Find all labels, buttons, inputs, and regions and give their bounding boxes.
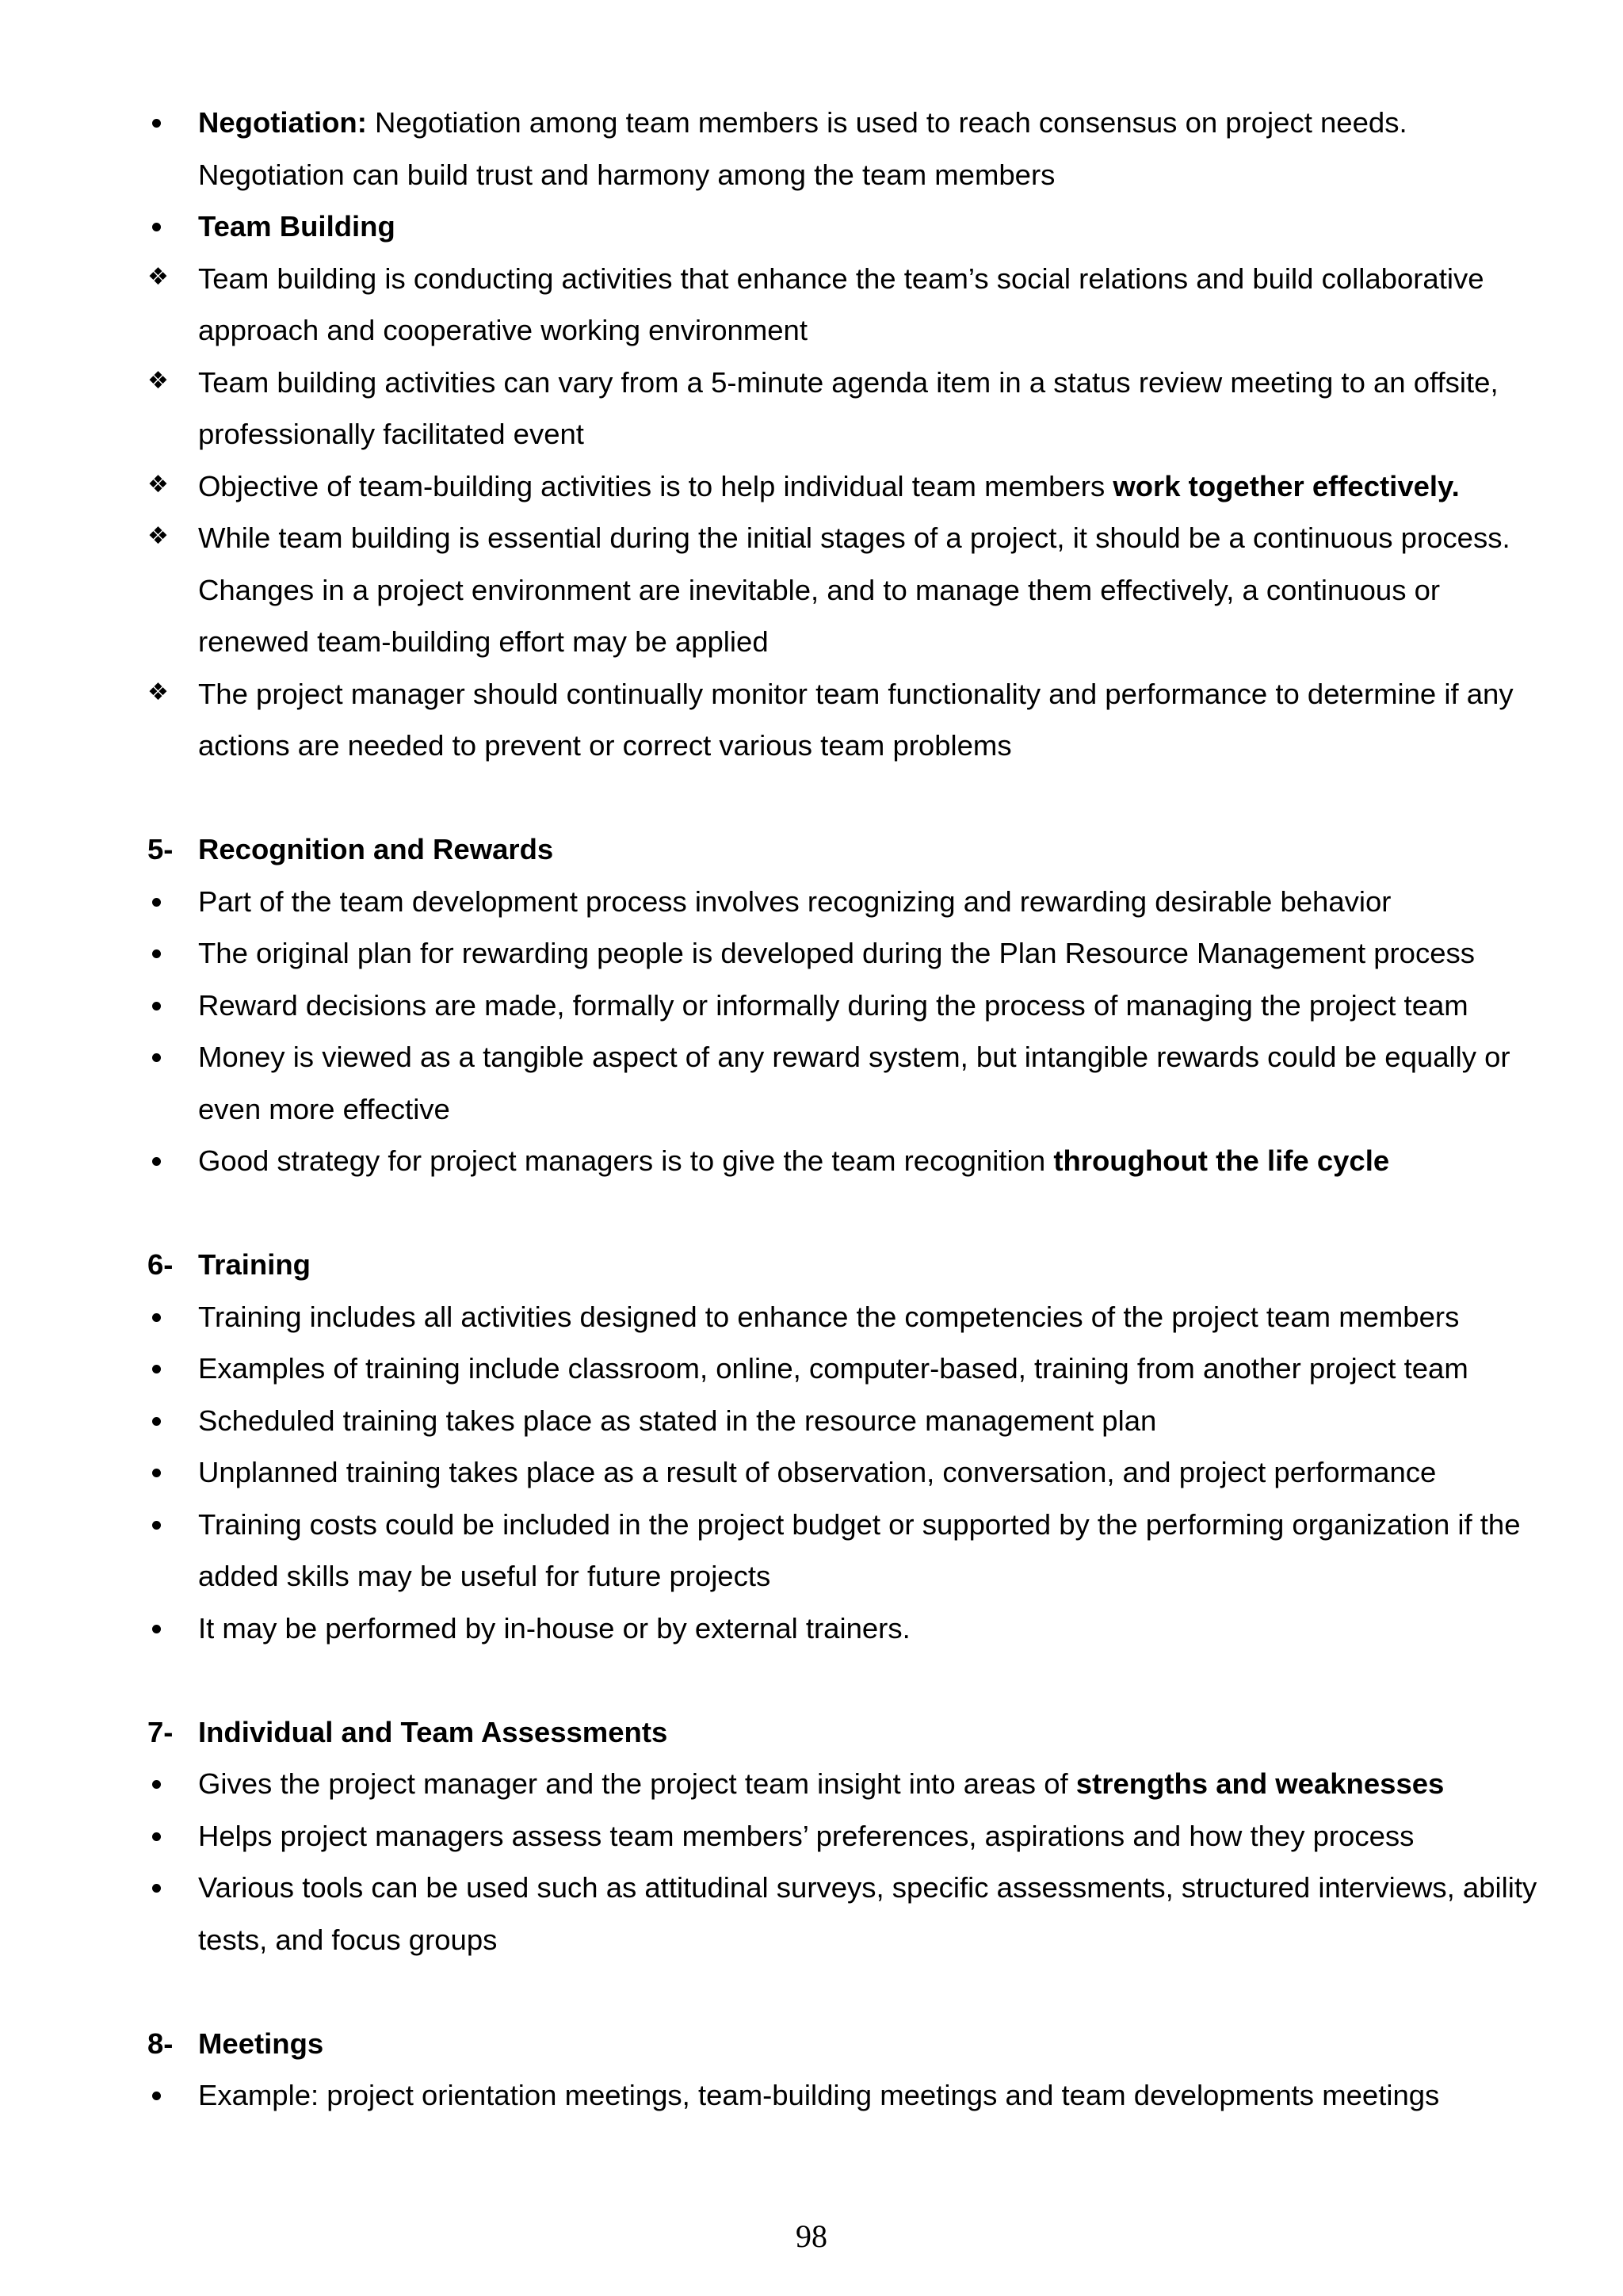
- bullet-item: [147, 1135, 1542, 1187]
- item-text: While team building is essential during the initial stages of a project, it should be a continuous process. Changes in a project environment are inevitable, and to manage them effectively, a continuous or renewed team-building effort may be applied: [198, 521, 1510, 658]
- diamond-item: [147, 357, 1542, 460]
- spacer: [147, 1187, 1542, 1240]
- bullet-item: [147, 1758, 1542, 1810]
- bullet-item: [147, 1395, 1542, 1447]
- item-text: Training costs could be included in the project budget or supported by the performing organization if the added skills may be useful for future projects: [198, 1507, 1521, 1592]
- item-text: Negotiation among team members is used to reach consensus on project needs. Negotiation can build trust and harmony among the team members: [198, 106, 1407, 191]
- item-text: Various tools can be used such as attitudinal surveys, specific assessments, structured interviews, ability tests, and focus groups: [198, 1871, 1537, 1956]
- diamond-item: [147, 668, 1542, 772]
- bullet-item: [147, 1603, 1542, 1655]
- spacer: [147, 1966, 1542, 2018]
- section-number: 7-: [147, 1715, 174, 1748]
- diamond-bullet-icon: ❖: [147, 366, 169, 395]
- item-text: Helps project managers assess team members’ preferences, aspirations and how they process: [198, 1819, 1415, 1852]
- item-emphasis: strengths and weaknesses: [1075, 1767, 1445, 1800]
- section-heading: [147, 1239, 1542, 1291]
- item-text: Good strategy for project managers is to give the team recognition: [198, 1144, 1054, 1177]
- bullet-item: [147, 201, 1542, 253]
- item-emphasis: work together effectively.: [1113, 469, 1460, 502]
- bullet-item: [147, 876, 1542, 928]
- section-heading: [147, 1706, 1542, 1759]
- page-content: [147, 97, 1542, 2122]
- item-text: The project manager should continually monitor team functionality and performance to determine if any actions are needed to prevent or correct various team problems: [198, 677, 1514, 762]
- section-title: Recognition and Rewards: [198, 833, 554, 865]
- item-text: It may be performed by in-house or by external trainers.: [198, 1611, 911, 1645]
- section-title: Training: [198, 1248, 311, 1281]
- spacer: [147, 1654, 1542, 1706]
- item-text: Unplanned training takes place as a result of observation, conversation, and project performance: [198, 1456, 1437, 1488]
- spacer: [147, 772, 1542, 824]
- item-text: Training includes all activities designed to enhance the competencies of the project team members: [198, 1300, 1460, 1333]
- bullet-item: [147, 1291, 1542, 1343]
- item-text: Part of the team development process involves recognizing and rewarding desirable behavior: [198, 884, 1392, 918]
- item-text: Examples of training include classroom, online, computer-based, training from another project team: [198, 1352, 1468, 1385]
- diamond-item: [147, 460, 1542, 513]
- section-number: 6-: [147, 1248, 174, 1281]
- section-title: Meetings: [198, 2027, 324, 2060]
- item-text: Reward decisions are made, formally or informally during the process of managing the project team: [198, 988, 1468, 1022]
- item-text: Scheduled training takes place as stated in the resource management plan: [198, 1404, 1157, 1437]
- bullet-item: [147, 2069, 1542, 2122]
- item-lead: Team Building: [198, 210, 395, 243]
- bullet-item: [147, 1810, 1542, 1862]
- item-emphasis: throughout the life cycle: [1053, 1144, 1390, 1177]
- item-text: Example: project orientation meetings, team-building meetings and team developments meetings: [198, 2079, 1440, 2111]
- section-heading: [147, 823, 1542, 876]
- item-text: Money is viewed as a tangible aspect of any reward system, but intangible rewards could be equally or even more effective: [198, 1041, 1510, 1125]
- diamond-item: [147, 512, 1542, 668]
- section-number: 5-: [147, 833, 174, 865]
- section-title: Individual and Team Assessments: [198, 1715, 668, 1748]
- item-lead: Negotiation:: [198, 106, 367, 139]
- item-text: The original plan for rewarding people is developed during the Plan Resource Management process: [198, 937, 1476, 969]
- bullet-item: [147, 1499, 1542, 1603]
- diamond-bullet-icon: ❖: [147, 522, 169, 550]
- bullet-item: [147, 980, 1542, 1032]
- section-heading: [147, 2018, 1542, 2070]
- diamond-bullet-icon: ❖: [147, 678, 169, 706]
- section-number: 8-: [147, 2027, 174, 2060]
- bullet-item: [147, 1031, 1542, 1135]
- bullet-item: [147, 97, 1542, 201]
- page-number: 98: [796, 2218, 827, 2254]
- diamond-item: [147, 253, 1542, 357]
- bullet-item: [147, 927, 1542, 980]
- bullet-item: [147, 1343, 1542, 1395]
- diamond-bullet-icon: ❖: [147, 470, 169, 499]
- item-text: Objective of team-building activities is to help individual team members: [198, 469, 1113, 502]
- item-text: Team building activities can vary from a 5-minute agenda item in a status review meeting to an offsite, professionally facilitated event: [198, 365, 1499, 450]
- diamond-bullet-icon: ❖: [147, 262, 169, 291]
- bullet-item: [147, 1862, 1542, 1966]
- item-text: Gives the project manager and the project team insight into areas of: [198, 1767, 1076, 1800]
- bullet-item: [147, 1446, 1542, 1499]
- item-text: Team building is conducting activities that enhance the team’s social relations and build collaborative approach and cooperative working environment: [198, 262, 1484, 346]
